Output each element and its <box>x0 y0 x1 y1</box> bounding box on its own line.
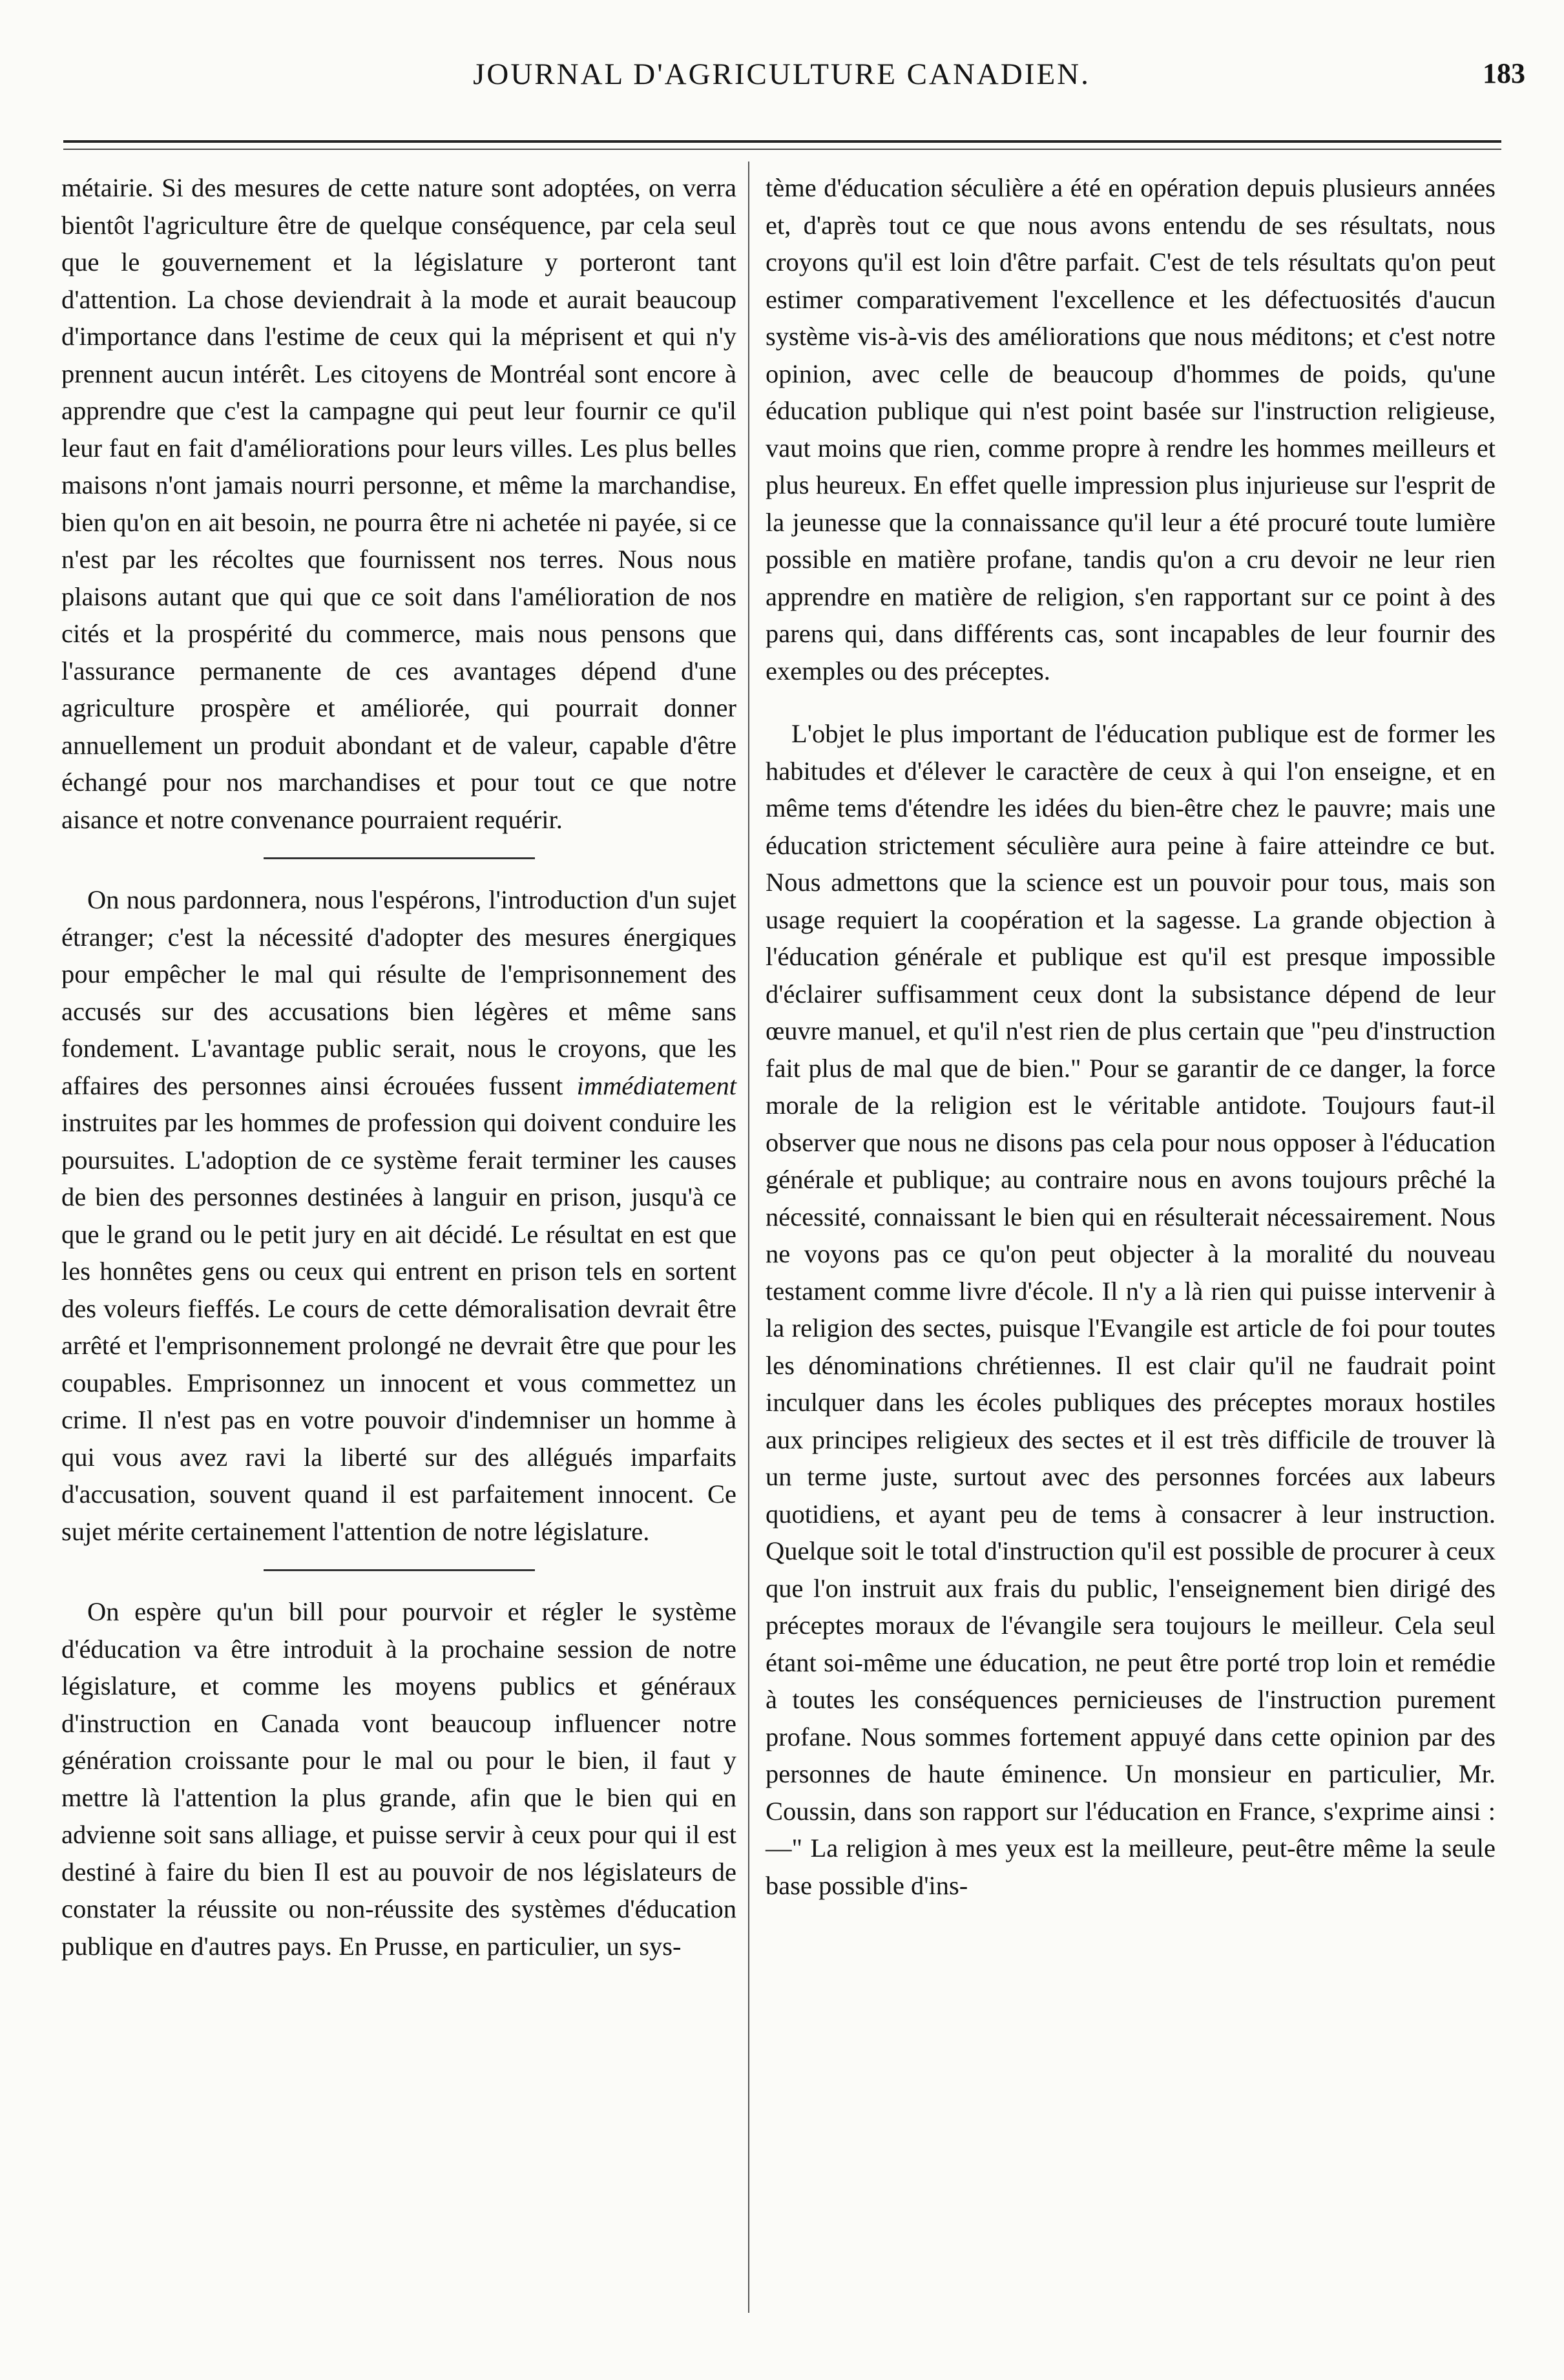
paragraph-prisons <box>61 881 736 1550</box>
paragraph-prisons-text-a: On nous pardonnera, nous l'espérons, l'introduction d'un sujet étranger; c'est la nécessité d'adopter des mesures énergiques pour empêcher le mal qui résulte de l'emprisonnement des accusés sur des accusations bien légères et même sans fondement. L'avantage public serait, nous le croyons, que les affaires des personnes ainsi écrouées fussent <box>61 885 736 1100</box>
left-column <box>61 169 736 1965</box>
emphasis-immediatement: immédiatement <box>576 1070 736 1100</box>
page-number: 183 <box>1483 57 1525 89</box>
right-column <box>766 169 1496 1904</box>
header-rule <box>63 140 1501 150</box>
paragraph-agriculture: métairie. Si des mesures de cette nature sont adoptées, on verra bientôt l'agriculture être de quelque conséquence, par cela seul que le gouvernement et la législature y porteront tant d'attention. La chose deviendrait à la mode et aurait beaucoup d'importance dans l'estime de ceux qui la méprisent et qui n'y prennent aucun intérêt. Les citoyens de Montréal sont encore à apprendre que c'est la campagne qui peut leur fournir ce qu'il leur faut en fait d'améliorations pour leurs villes. Les plus belles maisons n'ont jamais nourri personne, et même la marchandise, bien qu'on en ait besoin, ne pourra être ni achetée ni payée, si ce n'est par les récoltes que fournissent nos terres. Nous nous plaisons autant que qui que ce soit dans l'amélioration de nos cités et la prospérité du commerce, mais nous pensons que l'assurance permanente de ces avantages dépend d'une agriculture prospère et améliorée, qui pourrait donner annuellement un produit abondant et de valeur, capable d'être échangé pour nos marchandises et pour tout ce que notre aisance et notre convenance pourraient requérir. <box>61 173 736 834</box>
paragraph-prussia-system: tème d'éducation séculière a été en opération depuis plusieurs années et, d'après tout ce que nous avons entendu de ses résultats, nous croyons qu'il est loin d'être parfait. C'est de tels résultats qu'on peut estimer comparativement l'excellence et les défectuosités d'aucun système vis-à-vis des améliorations que nous méditons; et c'est notre opinion, avec celle de beaucoup d'hommes de poids, qu'une éducation publique qui n'est point basée sur l'instruction religieuse, vaut moins que rien, comme propre à rendre les hommes meilleurs et plus heureux. En effet quelle impression plus injurieuse sur l'esprit de la jeunesse que la connaissance qu'il leur a été procuré toute lumière possible en matière profane, tandis qu'on a cru devoir ne leur rien apprendre en matière de religion, s'en rapportant sur ce point à des parens qui, dans différents cas, sont incapables de leur fournir des exemples ou des préceptes. <box>766 173 1496 685</box>
section-separator <box>264 857 535 859</box>
page-header <box>0 57 1564 109</box>
running-title: JOURNAL D'AGRICULTURE CANADIEN. <box>473 57 1090 91</box>
paragraph-education-bill: On espère qu'un bill pour pourvoir et régler le système d'éducation va être introduit à la prochaine session de notre législature, et comme les moyens publics et généraux d'instruction en Canada vont beaucoup influencer notre génération croissante pour le mal ou pour le bien, il faut y mettre là l'attention la plus grande, afin que le bien qui en advienne soit sans alliage, et puisse servir à ceux pour qui il est destiné à faire du bien Il est au pouvoir de nos législateurs de constater la réussite ou non-réussite des systèmes d'éducation publique en d'autres pays. En Prusse, en particulier, un sys- <box>61 1597 736 1961</box>
column-divider <box>748 162 749 2313</box>
paragraph-gap <box>766 689 1496 715</box>
paragraph-prisons-text-b: instruites par les hommes de profession qui doivent conduire les poursuites. L'adoption de ce système ferait terminer les causes de bien des personnes destinées à languir en prison, jusqu'à ce que le grand ou le petit jury en ait décidé. Le résultat en est que les honnêtes gens ou ceux qui entrent en prison tels en sortent des voleurs fieffés. Le cours de cette démoralisation devrait être arrêté et l'emprisonnement prolongé ne devrait être que pour les coupables. Emprisonnez un innocent et vous commettez un crime. Il n'est pas en votre pouvoir d'indemniser un homme à qui vous avez ravi la liberté sur des allégués imparfaits d'accusation, souvent quand il est parfaitement innocent. Ce sujet mérite certainement l'attention de notre législature. <box>61 1108 736 1546</box>
section-separator <box>264 1569 535 1571</box>
paragraph-education-object: L'objet le plus important de l'éducation publique est de former les habitudes et d'élever le caractère de ceux à qui l'on enseigne, et en même tems d'étendre les idées du bien-être chez le pauvre; mais une éducation strictement séculière aura peine à faire atteindre ce but. Nous admettons que la science est un pouvoir pour tous, mais son usage requiert la coopération et la sagesse. La grande objection à l'éducation générale et publique est qu'il est presque impossible d'éclairer suffisamment ceux dont la subsistance dépend de leur œuvre manuel, et qu'il n'est rien de plus certain que "peu d'instruction fait plus de mal que de bien." Pour se garantir de ce danger, la force morale de la religion est le véritable antidote. Toujours faut-il observer que nous ne disons pas cela pour nous opposer à l'éducation générale et publique; au contraire nous en avons toujours prêché la nécessité, connaissant le bien qui en résulterait nécessairement. Nous ne voyons pas ce qu'on peut objecter à la moralité du nouveau testament comme livre d'école. Il n'y a là rien qui puisse intervenir à la religion des sectes, puisque l'Evangile est article de foi pour toutes les dénominations chrétiennes. Il est clair qu'il ne faudrait point inculquer dans les écoles publiques des préceptes moraux hostiles aux principes religieux des sectes et il est très difficile de trouver là un terme juste, surtout avec des personnes forcées aux labeurs quotidiens, et ayant peu de tems à consacrer à leur instruction. Quelque soit le total d'instruction qu'il est possible de procurer à ceux que l'on instruit aux frais du public, l'enseignement bien dirigé des préceptes moraux de l'évangile sera toujours le meilleur. Cela seul étant soi-même une éducation, ne peut être porté trop loin et remédie à toutes les conséquences pernicieuses de l'instruction purement profane. Nous sommes fortement appuyé dans cette opinion par des personnes de haute éminence. Un monsieur en particulier, Mr. Coussin, dans son rapport sur l'éducation en France, s'exprime ainsi :—" La religion à mes yeux est la meilleure, peut-être même la seule base possible d'ins- <box>766 719 1496 1900</box>
